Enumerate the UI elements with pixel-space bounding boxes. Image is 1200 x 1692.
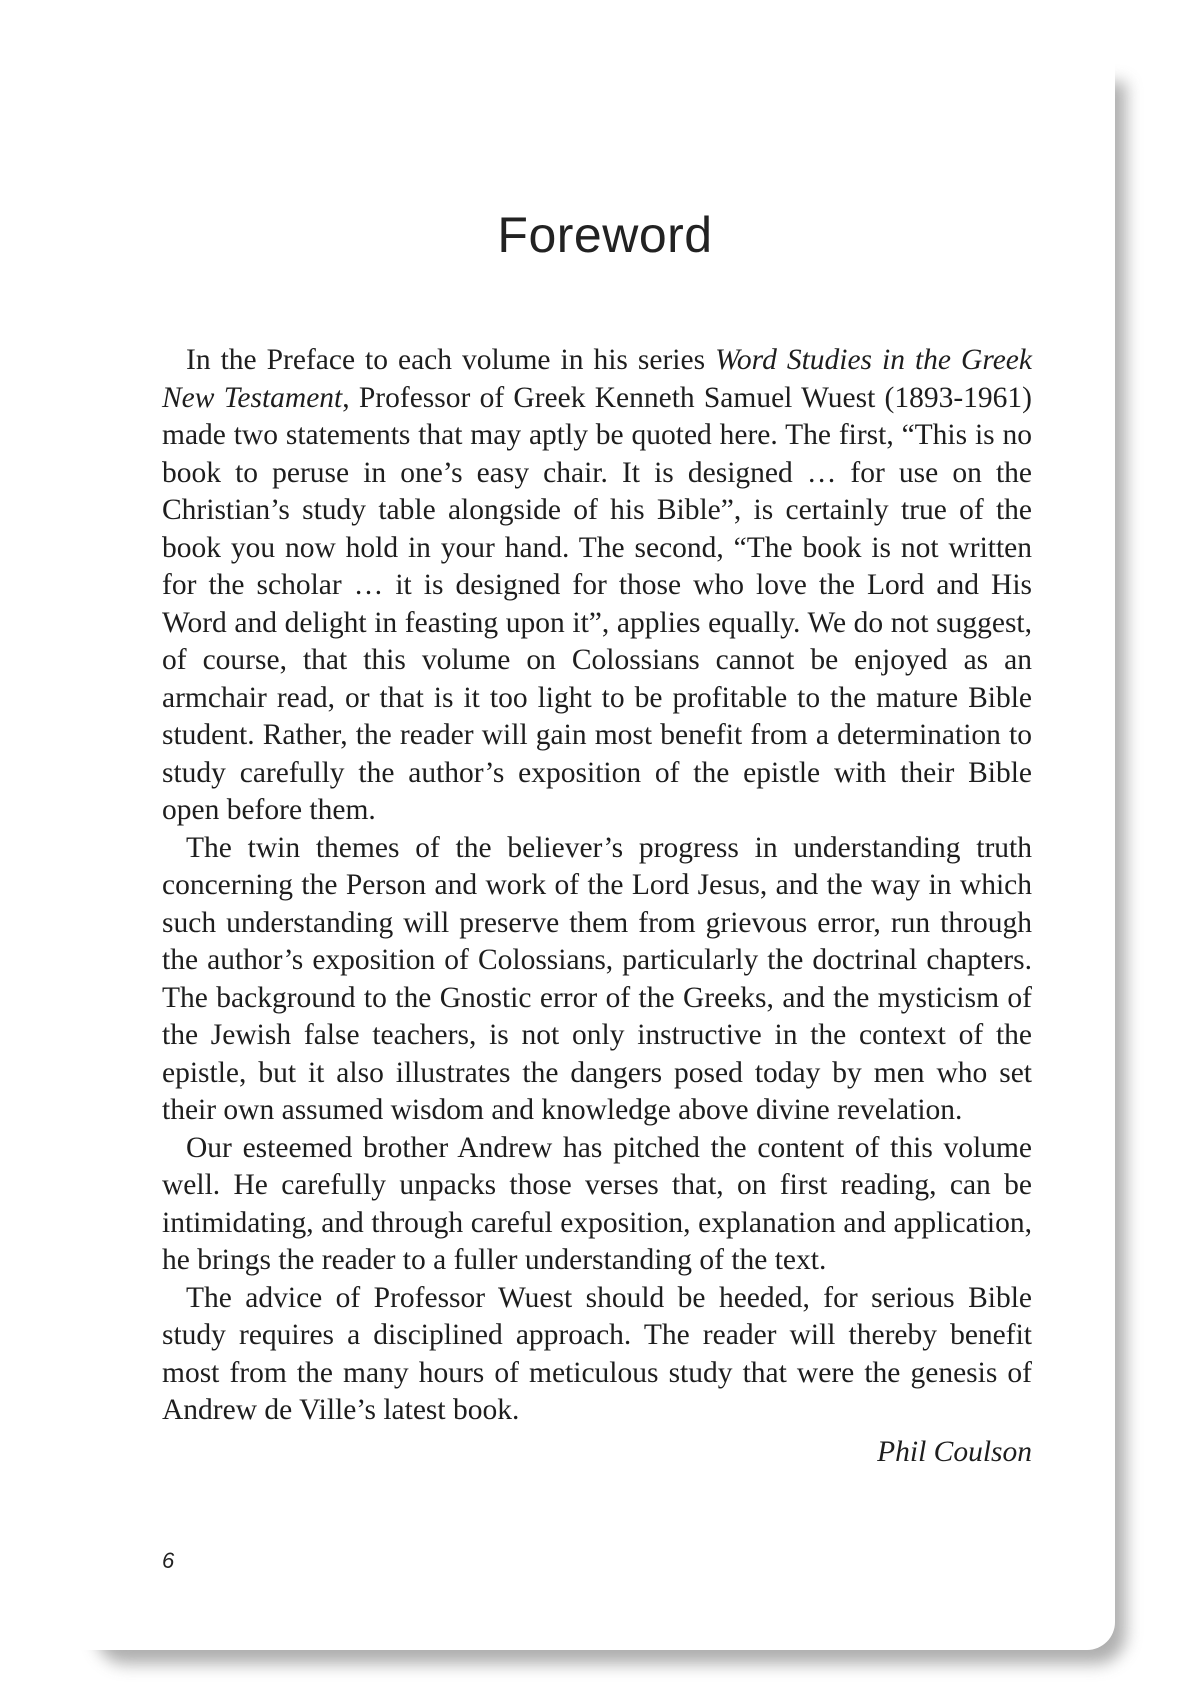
paragraph-4: The advice of Professor Wuest should be heeded, for serious Bible study requires a disciplined approach. The reader will thereby benefit most from the many hours of meticulous study that were the genesis of Andrew de Ville’s latest book. [162,1281,1032,1426]
page-title: Foreword [497,207,713,263]
foreword-body [162,342,1032,1471]
page-number: 6 [162,1548,175,1573]
paragraph-2: The twin themes of the believer’s progress in understanding truth concerning the Person and work of the Lord Jesus, and the way in which such understanding will preserve them from grievous error, run through the author’s exposition of Colossians, particularly the doctrinal chapters. The background to the Gnostic error of the Greeks, and the mysticism of the Jewish false teachers, is not only instructive in the context of the epistle, but it also illustrates the dangers posed today by men who set their own assumed wisdom and knowledge above divine revelation. [162,831,1032,1126]
paragraph-3: Our esteemed brother Andrew has pitched the content of this volume well. He carefully unpacks those verses that, on first reading, can be intimidating, and through careful exposition, explanation and application, he brings the reader to a fuller understanding of the text. [162,1131,1032,1276]
signature: Phil Coulson [877,1435,1032,1468]
paragraph-1-rest: , Professor of Greek Kenneth Samuel Wuest (1893-1961) made two statements that may aptly be quoted here. The first, “This is no book to peruse in one’s easy chair. It is designed … for use on the Christian’s study table alongside of his Bible”, is certainly true of the book you now hold in your hand. The second, “The book is not written for the scholar … it is designed for those who love the Lord and His Word and delight in feasting upon it”, applies equally. We do not suggest, of course, that this volume on Colossians cannot be enjoyed as an armchair read, or that is it too light to be profitable to the mature Bible student. Rather, the reader will gain most benefit from a determination to study carefully the author’s exposition of the epistle with their Bible open before them. [162,381,1032,826]
book-series-title: Word Studies in the Greek New Testament [162,344,1032,414]
paragraph-1 [162,342,1032,830]
paragraph-1-start: In the Preface to each volume in his series [186,344,716,376]
